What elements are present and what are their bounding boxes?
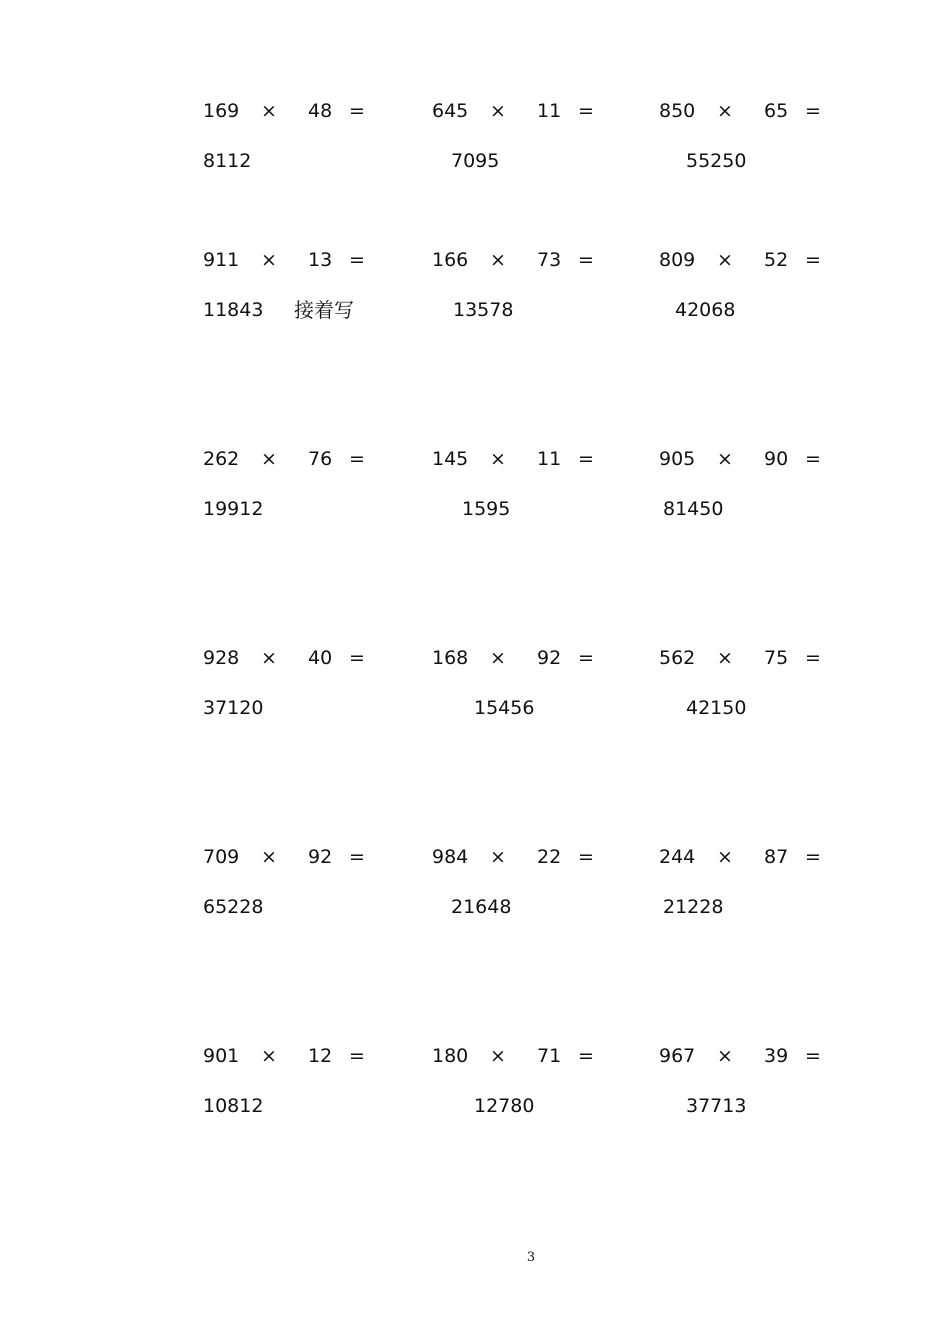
answer: 19912 — [203, 498, 264, 520]
problem — [659, 447, 889, 527]
multiplier: 12 — [308, 1045, 333, 1067]
equals-sign: = — [805, 448, 821, 470]
problem — [432, 447, 662, 527]
equals-sign: = — [349, 100, 365, 122]
problem — [659, 1044, 889, 1124]
multiply-sign: × — [261, 647, 277, 669]
problem — [432, 248, 662, 328]
multiplier: 71 — [537, 1045, 562, 1067]
problem — [659, 845, 889, 925]
multiply-sign: × — [490, 846, 506, 868]
multiplicand: 905 — [659, 448, 696, 470]
multiply-sign: × — [261, 249, 277, 271]
multiplier: 11 — [537, 100, 562, 122]
multiplicand: 911 — [203, 249, 240, 271]
multiplier: 11 — [537, 448, 562, 470]
equals-sign: = — [805, 647, 821, 669]
multiply-sign: × — [717, 846, 733, 868]
answer: 8112 — [203, 150, 252, 172]
handwritten-note: 接着写 — [294, 298, 354, 322]
multiplier: 39 — [764, 1045, 789, 1067]
equals-sign: = — [578, 1045, 594, 1067]
multiplier: 52 — [764, 249, 789, 271]
answer: 21228 — [663, 896, 724, 918]
multiplier: 22 — [537, 846, 562, 868]
multiply-sign: × — [717, 448, 733, 470]
page-number: 3 — [526, 1250, 536, 1265]
equals-sign: = — [349, 249, 365, 271]
multiply-sign: × — [490, 249, 506, 271]
multiply-sign: × — [261, 100, 277, 122]
multiplicand: 244 — [659, 846, 696, 868]
multiplicand: 562 — [659, 647, 696, 669]
answer: 21648 — [451, 896, 512, 918]
equals-sign: = — [805, 249, 821, 271]
answer: 65228 — [203, 896, 264, 918]
multiply-sign: × — [717, 1045, 733, 1067]
answer: 13578 — [453, 299, 514, 321]
equals-sign: = — [578, 647, 594, 669]
answer: 37120 — [203, 697, 264, 719]
multiply-sign: × — [490, 100, 506, 122]
answer: 15456 — [474, 697, 535, 719]
multiplier: 40 — [308, 647, 333, 669]
answer: 37713 — [686, 1095, 747, 1117]
multiplicand: 262 — [203, 448, 240, 470]
multiplier: 92 — [308, 846, 333, 868]
equals-sign: = — [578, 448, 594, 470]
multiplicand: 984 — [432, 846, 469, 868]
problem — [203, 1044, 433, 1124]
multiply-sign: × — [490, 647, 506, 669]
multiplicand: 928 — [203, 647, 240, 669]
problem — [203, 447, 433, 527]
multiplicand: 901 — [203, 1045, 240, 1067]
answer: 7095 — [451, 150, 500, 172]
problem — [659, 248, 889, 328]
equals-sign: = — [578, 846, 594, 868]
multiply-sign: × — [717, 647, 733, 669]
multiply-sign: × — [490, 448, 506, 470]
multiplier: 76 — [308, 448, 333, 470]
equals-sign: = — [349, 647, 365, 669]
answer: 11843 — [203, 299, 264, 321]
multiply-sign: × — [717, 249, 733, 271]
equals-sign: = — [805, 846, 821, 868]
multiplicand: 850 — [659, 100, 696, 122]
answer: 10812 — [203, 1095, 264, 1117]
problem — [203, 99, 433, 179]
multiplier: 73 — [537, 249, 562, 271]
multiplier: 65 — [764, 100, 789, 122]
multiply-sign: × — [261, 1045, 277, 1067]
answer: 12780 — [474, 1095, 535, 1117]
equals-sign: = — [805, 1045, 821, 1067]
multiply-sign: × — [717, 100, 733, 122]
problem — [432, 1044, 662, 1124]
problem — [203, 845, 433, 925]
multiplicand: 169 — [203, 100, 240, 122]
multiplier: 90 — [764, 448, 789, 470]
equals-sign: = — [349, 448, 365, 470]
multiplicand: 180 — [432, 1045, 469, 1067]
problem — [432, 99, 662, 179]
multiplicand: 809 — [659, 249, 696, 271]
multiplicand: 168 — [432, 647, 469, 669]
multiply-sign: × — [261, 846, 277, 868]
answer: 42150 — [686, 697, 747, 719]
problem — [659, 646, 889, 726]
problem — [432, 845, 662, 925]
multiplier: 87 — [764, 846, 789, 868]
multiplicand: 166 — [432, 249, 469, 271]
equals-sign: = — [349, 1045, 365, 1067]
multiplier: 75 — [764, 647, 789, 669]
equals-sign: = — [578, 249, 594, 271]
answer: 81450 — [663, 498, 724, 520]
answer: 1595 — [462, 498, 511, 520]
multiplier: 92 — [537, 647, 562, 669]
multiplicand: 645 — [432, 100, 469, 122]
equals-sign: = — [805, 100, 821, 122]
answer: 42068 — [675, 299, 736, 321]
equals-sign: = — [349, 846, 365, 868]
multiply-sign: × — [490, 1045, 506, 1067]
multiplier: 48 — [308, 100, 333, 122]
problem — [203, 646, 433, 726]
multiply-sign: × — [261, 448, 277, 470]
multiplicand: 709 — [203, 846, 240, 868]
multiplicand: 145 — [432, 448, 469, 470]
equals-sign: = — [578, 100, 594, 122]
problem — [659, 99, 889, 179]
answer: 55250 — [686, 150, 747, 172]
multiplier: 13 — [308, 249, 333, 271]
problem — [432, 646, 662, 726]
multiplicand: 967 — [659, 1045, 696, 1067]
